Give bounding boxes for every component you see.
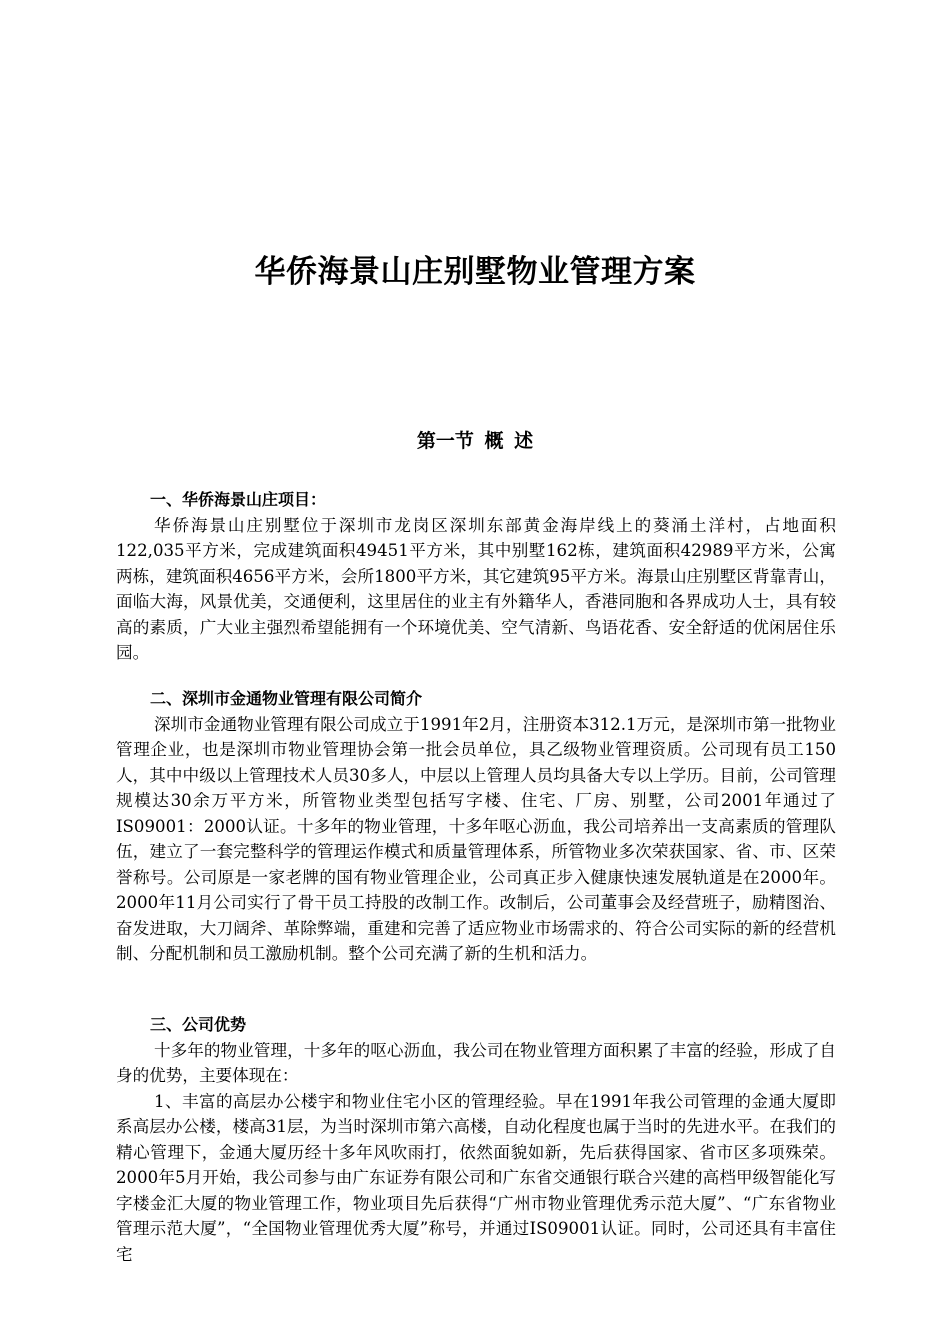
document-title: 华侨海景山庄别墅物业管理方案 — [254, 254, 696, 290]
paragraph-advantages-intro: 十多年的物业管理，十多年的呕心沥血，我公司在物业管理方面积累了丰富的经验，形成了自身的优势，主要体现在： — [116, 1040, 836, 1085]
paragraph-project: 华侨海景山庄别墅位于深圳市龙岗区深圳东部黄金海岸线上的葵涌土洋村，占地面积122,035平方米，完成建筑面积49451平方米，其中别墅162栋，建筑面积42989平方米，公寓两栋，建筑面积4656平方米，会所1800平方米，其它建筑95平方米。海景山庄别墅区背靠青山，面临大海，风景优美，交通便利，这里居住的业主有外籍华人，香港同胞和各界成功人士，具有较高的素质，广大业主强烈希望能拥有一个环境优美、空气清新、鸟语花香、安全舒适的优闲居住乐园。 — [116, 515, 836, 662]
section-title: 第一节 概 述 — [416, 430, 534, 452]
section-project — [116, 487, 836, 666]
heading-advantages: 三、公司优势 — [150, 1015, 247, 1034]
section-advantages — [116, 1012, 836, 1267]
paragraph-advantage-1: 1、丰富的高层办公楼宇和物业住宅小区的管理经验。早在1991年我公司管理的金通大厦即系高层办公楼，楼高31层，为当时深圳市第六高楼，自动化程度也属于当时的先进水平。在我们的精心管理下，金通大厦历经十多年风吹雨打，依然面貌如新，先后获得国家、省市区多项殊荣。2000年5月开始，我公司参与由广东证券有限公司和广东省交通银行联合兴建的高档甲级智能化写字楼金汇大厦的物业管理工作，物业项目先后获得“广州市物业管理优秀示范大厦”、“广东省物业管理示范大厦”，“全国物业管理优秀大厦”称号，并通过IS09001认证。同时，公司还具有丰富住宅 — [116, 1091, 836, 1264]
heading-project: 一、华侨海景山庄项目： — [150, 490, 327, 509]
heading-company-intro: 二、深圳市金通物业管理有限公司简介 — [150, 689, 423, 708]
paragraph-company-intro: 深圳市金通物业管理有限公司成立于1991年2月，注册资本312.1万元，是深圳市第一批物业管理企业，也是深圳市物业管理协会第一批会员单位，具乙级物业管理资质。公司现有员工150人，其中中级以上管理技术人员30多人，中层以上管理人员均具备大专以上学历。目前，公司管理规模达30余万平方米，所管物业类型包括写字楼、住宅、厂房、别墅，公司2001年通过了IS09001：2000认证。十多年的物业管理，十多年呕心沥血，我公司培养出一支高素质的管理队伍，建立了一套完整科学的管理运作模式和质量管理体系，所管物业多次荣获国家、省、市、区荣誉称号。公司原是一家老牌的国有物业管理企业，公司真正步入健康快速发展轨道是在2000年。2000年11月公司实行了骨干员工持股的改制工作。改制后，公司董事会及经营班子，励精图治、奋发进取，大刀阔斧、革除弊端，重建和完善了适应物业市场需求的、符合公司实际的新的经营机制、分配机制和员工激励机制。整个公司充满了新的生机和活力。 — [116, 714, 836, 963]
section-company-intro — [116, 686, 836, 967]
